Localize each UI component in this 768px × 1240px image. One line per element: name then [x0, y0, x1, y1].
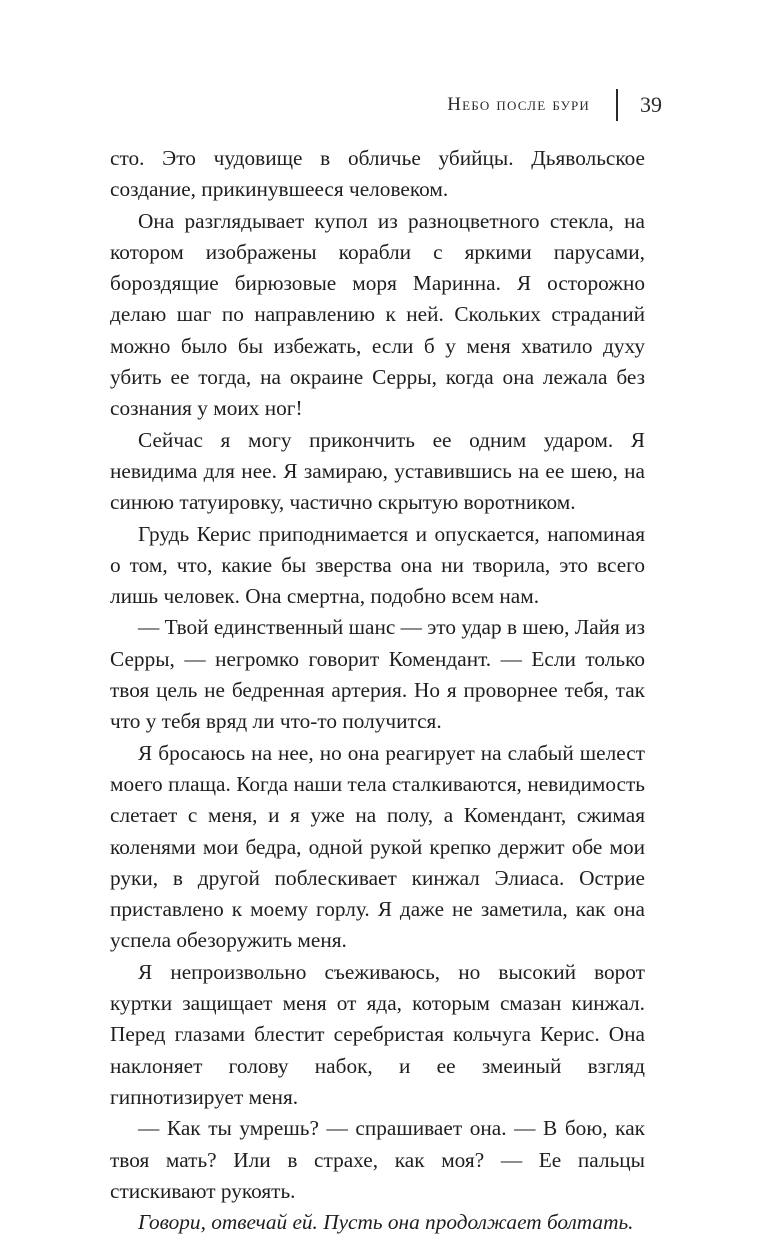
page-number: 39 [640, 92, 662, 117]
dialogue-paragraph: — Как ты умрешь? — спрашивает она. — В бою, как твоя мать? Или в страхе, как моя? — Ее пальцы стискивают рукоять. [110, 1116, 645, 1203]
paragraph: Я бросаюсь на нее, но она реагирует на слабый шелест моего плаща. Когда наши тела сталкиваются, невидимость слетает с меня, и я уже на полу, а Комендант, сжимая коленями мои бедра, одной рукой крепко держит обе мои руки, в другой поблескивает кинжал Элиаса. Острие приставлено к моему горлу. Я даже не заметила, как она успела обезоружить меня. [110, 740, 645, 953]
paragraph-continuation: сто. Это чудовище в обличье убийцы. Дьявольское создание, прикинувшееся человеком. [110, 146, 645, 202]
header-divider [616, 89, 618, 121]
running-head [447, 88, 662, 122]
paragraph: Грудь Керис приподнимается и опускается, напоминая о том, что, какие бы зверства она ни творила, это всего лишь человек. Она смертна, подобно всем нам. [110, 521, 645, 609]
running-title: Небо после бури [447, 94, 590, 115]
paragraph: Я непроизвольно съеживаюсь, но высокий ворот куртки защищает меня от яда, которым смазан кинжал. Перед глазами блестит серебристая кольчуга Керис. Она наклоняет голову набок, и ее змеиный взгляд гипнотизирует меня. [110, 959, 645, 1109]
dialogue-paragraph: — Твой единственный шанс — это удар в шею, Лайя из Серры, — негромко говорит Комендант. — Если только твоя цель не бедренная артерия. Но я проворнее тебя, так что у тебя вряд ли что-то получится. [110, 615, 645, 734]
paragraph: Она разглядывает купол из разноцветного стекла, на котором изображены корабли с яркими парусами, бороздящие бирюзовые моря Маринна. Я осторожно делаю шаг по направлению к ней. Скольких страданий можно было бы избежать, если б у меня хватило духу убить ее тогда, на окраине Серры, когда она лежала без сознания у моих ног! [110, 208, 645, 421]
italic-thought: Говори, отвечай ей. Пусть она продолжает болтать. [138, 1210, 634, 1235]
paragraph: Сейчас я могу прикончить ее одним ударом. Я невидима для нее. Я замираю, уставившись на ее шею, на синюю татуировку, частично скрытую воротником. [110, 427, 645, 515]
body-text [110, 143, 645, 1238]
